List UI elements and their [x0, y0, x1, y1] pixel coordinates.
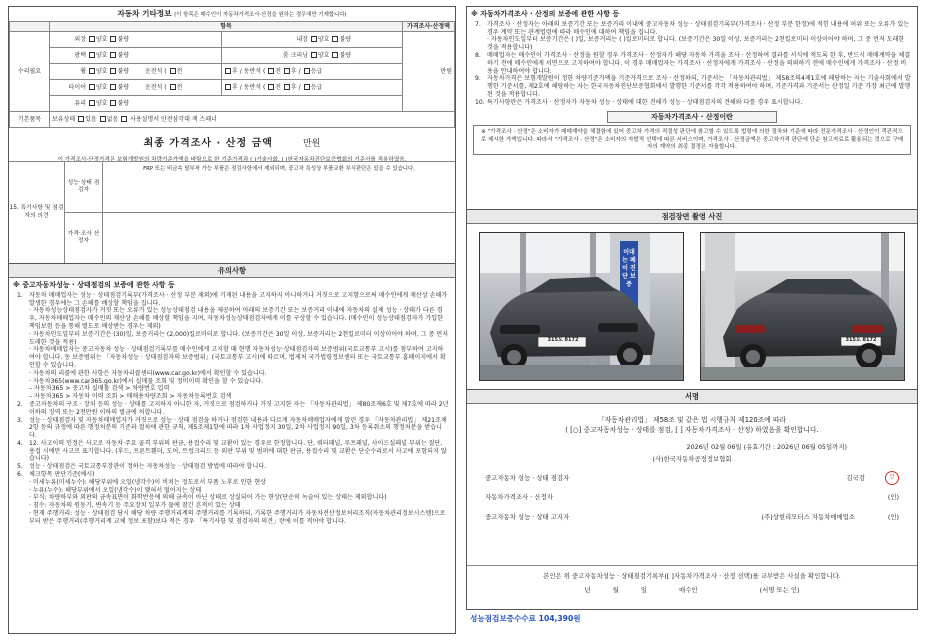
notice-text: 성능 · 상태점검은 국토교통부장관이 정하는 자동차성능 · 상태점검 방법에 따라야 합니다.: [29, 463, 267, 471]
row-exterior: 외장 양호 불량: [50, 32, 222, 48]
notice-item: [9, 417, 455, 440]
signature-date: 2026년 02월 06일 (유효기간 : 2026년 06월 05일까지): [686, 442, 847, 451]
signature-association: (사)한국자동차공정정보협회: [652, 454, 732, 463]
checkbox[interactable]: [78, 116, 84, 122]
checkbox[interactable]: [304, 84, 310, 90]
checkbox[interactable]: [110, 36, 116, 42]
notice-item: [467, 75, 917, 98]
notice-text: · 자동차365(www.car365.go.kr)에서 실매물 조회 및 정비이력 확인을 할 수 있습니다.: [29, 377, 263, 385]
notice-item: [467, 99, 917, 107]
inspection-photo-front: [479, 232, 684, 381]
guarantee-list: [467, 21, 917, 107]
checkbox[interactable]: [89, 100, 95, 106]
notice-number: [17, 494, 29, 502]
receipt-block: [467, 565, 917, 609]
notice-item: [9, 502, 455, 510]
notice-item: [9, 401, 455, 417]
notice-text: · 현재 주행거리: 성능 · 상태점검 당시 해당 차량 주행거리계의 주행거리를 기록하되, 기록한 주행거리가 자동차전산정보처리조직(자동차관리정보시스템)으로부터 받은 주행거리(주행거리계 교체 정보 포함)보다 적은 경우 「특기사항 및 점검자의 의견」란에 이를 적어야 합니다.: [29, 510, 446, 525]
checkbox[interactable]: [284, 68, 290, 74]
car-photo-rear-image: [701, 233, 905, 381]
inspection-photo-rear: [700, 232, 905, 381]
row-glass: 유리 양호 불량: [50, 96, 403, 112]
appraiser-label: 가격·조사 산정자: [67, 230, 100, 244]
checkbox[interactable]: [89, 68, 95, 74]
checkbox[interactable]: [170, 68, 176, 74]
basic-items-row: 보유상태 있음 없음 사용설명서 안전삼각대 잭 스패너: [50, 112, 455, 128]
checkbox[interactable]: [332, 36, 338, 42]
receipt-text: 본인은 위 중고자동차성능 · 상태점검기록부([ ]자동차가격조사 · 산정 선택)를 교부받은 사실을 확인합니다.: [543, 572, 841, 580]
notice-number: 9.: [475, 75, 481, 83]
appraisal-guarantee-section: [466, 6, 918, 210]
notice-text: 특기사항란은 가격조사 · 산정자가 자동차 성능 · 상태에 대한 견해가 성능 · 상태점검자의 견해와 다를 경우 표시합니다.: [487, 98, 803, 106]
notice-list: [9, 292, 455, 526]
other-info-title: 자동차 기타정보 (이 항목은 매수인이 자동차가격조사·산정을 원하는 경우에만 기재합니다): [117, 9, 347, 18]
special-notes-label: 15. 특기사항 및 점검자의 의견: [9, 162, 65, 263]
signature-title: 서명: [467, 390, 917, 404]
row-wheel: 휠 양호 불량 운전석 ( 전: [50, 64, 222, 80]
notice-number: [17, 393, 29, 401]
notice-text: · 자동차매매업자는 중고자동차 성능 · 상태점검기록부를 매수인에게 고지할 때 현행 자동차성능·상태점검자의 보증범위(국토교통부 고시)를 첨부하여 고지하여야 합니다. 동 보증범위는 「자동차성능 · 상태점검자의 보증범위」(국토교통부 고시)에 따르며, 법제처 국가법령정보센터 또는 국토교통부 홈페이지에서 확인할 수 있습니다.: [29, 346, 446, 369]
price-column-header: 가격조사·산정액: [403, 21, 455, 32]
notice-number: 6.: [17, 471, 23, 479]
row-tire: 타이어 양호 불량 운전석 ( 전: [50, 80, 222, 96]
notice-item: [467, 52, 917, 75]
license-plate-front: 315도 8172: [547, 337, 579, 343]
notice-item: [9, 440, 455, 463]
notice-text: – 자동차365 > 자동차 이력 조회 > 매매용차량조회 > 자동차등록번호 검색: [29, 393, 232, 401]
sign-row-appraiser: 자동차가격조사 · 산정자 (인): [485, 492, 899, 501]
checkbox[interactable]: [89, 36, 95, 42]
guarantee-title: ※ 자동차가격조사 · 산정의 보증에 관한 사항 등: [471, 10, 620, 18]
notice-number: 3.: [17, 416, 23, 424]
notice-item: [9, 463, 455, 471]
signature-section: [466, 390, 918, 610]
checkbox[interactable]: [332, 52, 338, 58]
item-column-header: 항목: [50, 21, 403, 32]
signature-law: 「자동차관리법」 제58조 및 같은 법 시행규칙 제120조에 따라: [597, 416, 787, 424]
row-interior: 내장 양호 불량: [222, 32, 403, 48]
sign-row-inspector: 중고자동차 성능 · 상태 점검자 김국검 인: [467, 463, 917, 489]
notice-text: 매매업자는 매수인이 가격조사 · 산정을 원할 경우 가격조사 · 산정자가 해당 자동차 가격을 조사 · 산정하여 결과를 서식에 적도록 한 후, 반드시 매매계약을 체결하기 전에 매수인에게 서면으로 고지하여야 합니다. 이 경우 매매업자는 가격조사 · 산정자에게 가격조사 · 산정을 의뢰하기 전에 매수인에게 가격조사 · 산정 비용을 안내하여야 합니다.: [487, 51, 911, 75]
notice-number: [17, 307, 29, 330]
inspector-label: 성능·상태 점검자: [65, 162, 102, 213]
row-tire-detail: 후 / 동반석 ( 전 후 / 응급: [222, 80, 403, 96]
vehicle-other-info-section: [8, 6, 456, 264]
repair-price-cell: 만원: [403, 32, 455, 112]
checkbox[interactable]: [268, 84, 274, 90]
inspector-opinion: FRP 또는 비금속 탈부착 가능 부품은 점검사항에서 제외되며, 중고차 특성상 부품교환 부식판단은 있을 수 있습니다.: [103, 162, 455, 213]
checkbox[interactable]: [284, 84, 290, 90]
notice-item: [9, 331, 455, 347]
notice-item: [9, 307, 455, 330]
appraisal-meaning-text: ※ "가격조사 · 산정"은 소비자가 매매계약을 체결함에 있어 중고차 가격의 적절성 판단에 참고할 수 있도록 법령에 의한 절차와 기준에 따라 전문가격조사 · 산정인이 객관적으로 제시한 가액입니다. 따라서 "가격조사 · 산정"은 소비자의 자발적 선택에 따른 서비스이며, 가격조사 · 산정금액은 중고차가격 판단에 단순 참고자료로 활용되는 것으로 구매자의 계약의 최종 결정은 자율합니다.: [473, 125, 911, 155]
notice-item: [9, 471, 455, 479]
row-room-cleaning: 룸 크리닝 양호 불량: [222, 48, 403, 64]
license-plate-rear: 315도 8172: [845, 337, 877, 343]
notice-number: 2.: [17, 400, 23, 408]
caution-section: [8, 264, 456, 634]
notice-text: 자동차가격은 보험개발원이 정한 차량기준가액을 기준가격으로 조사 · 산정하되, 기준서는 「자동차관리법」 제58조의4제1호에 해당하는 자는 기술사회에서 발행한 기준서를, 제2호에 해당하는 자는 한국자동차진단보증협회에서 발행한 기준서를 각각 적용하여야 하며, 기준가격과 기준서는 산정일 기준 가장 최근에 발행된 것을 적용합니다.: [487, 75, 911, 98]
checkbox[interactable]: [304, 68, 310, 74]
checkbox[interactable]: [100, 116, 106, 122]
notice-number: 7.: [475, 20, 481, 28]
notice-number: [17, 502, 29, 510]
checkbox[interactable]: [225, 68, 231, 74]
photo-title: 점검장면 촬영 사진: [467, 210, 917, 224]
row-wheel-detail: 후 / 동반석 ( 전 후 / 응급: [222, 64, 403, 80]
notice-text: 중고자동차의 구조 · 장치 등의 성능 · 상태를 고지하지 아니한 자, 거짓으로 점검하거나 거짓 고지한 자는 「자동차관리법」 제80조제6호 및 제7호에 따라 2년 이하의 징역 또는 2천만원 이하의 벌금에 처합니다.: [29, 400, 449, 416]
checkbox[interactable]: [121, 116, 127, 122]
notice-item: [9, 370, 455, 378]
checkbox[interactable]: [89, 52, 95, 58]
notice-item: [9, 346, 455, 369]
notice-number: [17, 479, 29, 487]
checkbox[interactable]: [110, 100, 116, 106]
notice-text: 자동차 매매업자는 성능 · 상태점검기록부(가격조사 · 산정 부분 제외)에 기재된 내용을 고지하지 아니하거나 거짓으로 고지함으로써 매수인에게 재산상 손해가 발생한 경우에는 그 손해를 배상할 책임을 집니다.: [29, 291, 448, 307]
checkbox[interactable]: [110, 52, 116, 58]
notice-text: · 미세누유(미세누수): 해당부위에 오일(냉각수)이 비치는 정도로서 부품 노후로 인한 현상: [29, 478, 266, 486]
notice-item: [9, 292, 455, 308]
checkbox[interactable]: [311, 36, 317, 42]
notice-text: 가격조사 · 산정자는 아래의 보증기간 또는 보증거리 이내에 중고자동차 성능 · 상태점검기록부(가격조사 · 산정 부분 한정)에 적힌 내용에 허위 또는 오류가 있는 경우 계약 또는 관계법령에 따라 매수인에 대하여 책임을 집니다.: [487, 20, 910, 36]
signature-check: ( [○] 중고자동차성능 · 상태를 점검, [ ] 자동차가격조사 · 산정) 하였음을 확인합니다.: [565, 426, 819, 435]
checkbox[interactable]: [89, 84, 95, 90]
checkbox[interactable]: [268, 68, 274, 74]
caution-title: 유의사항: [9, 264, 455, 278]
photo-section: [466, 210, 918, 390]
notice-text: · 자동차성능상태점검자가 거짓 또는 오류가 있는 성능상태점검 내용을 제공하여 아래의 보증기간 또는 보증거리 이내에 자동차의 실제 성능 · 상태가 다른 경우, 자동차매매업자는 매수인의 재산상 손해를 배상할 책임을 지며, 자동차성능상태점검자에게 이를 구상할 수 있습니다. (매수인이 성능상태점검자가 가입한 책임보험 등을 통해 별도로 배상받는 경우는 제외): [29, 307, 443, 330]
final-price-row: 최종 가격조사 · 산정 금액 만원: [143, 138, 321, 150]
notice-number: 10.: [475, 98, 485, 106]
notice-number: [475, 36, 487, 52]
notice-text: · 자동차인도일부터 보증기간은 (30)일, 보증거리는 (2,000)킬로미터로 합니다. (보증기간은 30일 이상, 보증거리는 2천킬로미터 이상이어야 하며, 그 중 먼저 도래한 것을 적용): [29, 330, 449, 346]
notice-number: 4.: [17, 439, 23, 447]
notice-number: [17, 331, 29, 347]
repair-needed-label: 수리필요: [10, 32, 50, 112]
seal-stamp: 인: [885, 471, 899, 485]
final-price-note: 이 가격조사·산정가격은 보험개발원의 차량기준가액을 바탕으로 한 기준가격과 ( )기술사회, ( )한국자동차진단보증협회의 기준서를 적용하였음.: [57, 156, 407, 163]
notice-item: [9, 479, 455, 487]
notice-number: [17, 487, 29, 495]
notice-number: [17, 510, 29, 526]
notice-text: · 자동차의 리콜에 관한 사항은 자동차리콜센터(www.car.go.kr)에서 확인할 수 있습니다.: [29, 369, 267, 377]
notice-item: [467, 36, 917, 52]
notice-item: [9, 385, 455, 393]
notice-item: [467, 21, 917, 37]
inspection-record-page: [8, 6, 918, 634]
receipt-date-row: 년 월 일 매수인 (서명 또는 인): [584, 586, 800, 594]
notice-text: · 누유(누수): 해당부위에서 오일(냉각수)이 맺혀서 떨어지는 상태: [29, 486, 202, 494]
checkbox[interactable]: [170, 84, 176, 90]
row-polish: 광택 양호 불량: [50, 48, 222, 64]
notice-number: [17, 378, 29, 386]
notice-text: · 자동차인도일부터 보증기간은 ( )일, 보증거리는 ( )킬로미터로 합니다. (보증기간은 30일 이상, 보증거리는 2천킬로미터 이상이어야 하며, 그 중 먼저 도래한 것을 적용합니다): [487, 36, 905, 52]
notice-number: [17, 385, 29, 393]
notice-title: ※ 중고자동차성능 · 상태점검의 보증에 관한 사항 등: [13, 281, 175, 289]
notice-text: 체크항목 판단기준(예시): [29, 471, 95, 479]
appraisal-meaning-title: 자동차가격조사 · 산정이란: [607, 111, 777, 124]
banner-text: 이대는 페이 진 단 보 증: [622, 249, 636, 288]
notice-text: 성능 · 상태점검자 및 자동차매매업자가 거짓으로 성능 · 상태 점검을 하거나 점검한 내용과 다르게 자동차매매업자에게 알린 경우 「자동차관리법」 제21조제2항 등의 규정에 따른 행정처분의 기준과 절차에 관한 규칙, 제5조제1항에 따라 1차 사업정지 30일, 2차 사업정지 90일, 3차 등록취소의 행정처분을 받습니다.: [29, 416, 447, 440]
notice-item: [9, 510, 455, 526]
checkbox[interactable]: [225, 84, 231, 90]
car-photo-front-image: [480, 233, 684, 381]
checkbox[interactable]: [110, 84, 116, 90]
notice-number: [17, 370, 29, 378]
notice-text: · 침수: 자동차의 원동기, 변속기 등 주요장치 일부가 물에 잠긴 흔적이 있는 상태: [29, 502, 241, 510]
notice-text: · 부식: 차량하부와 외판의 금속표면이 화학반응에 의해 금속이 아닌 상태로 상실되어 가는 현상(단순히 녹슬어 있는 상태는 제외합니다): [29, 494, 387, 502]
repair-table: [9, 21, 455, 129]
checkbox[interactable]: [110, 68, 116, 74]
notice-number: [17, 346, 29, 369]
fee-label: 성능점검보증수수료 104,390원: [470, 614, 581, 623]
notice-item: [9, 393, 455, 401]
notice-number: 1.: [17, 291, 23, 299]
notice-text: – 자동차365 > 중고차 실매물 검색 > 차량번호 입력: [29, 385, 170, 393]
notice-number: 5.: [17, 463, 23, 471]
notice-number: 8.: [475, 51, 481, 59]
sign-row-notifier: 중고자동차 성능 · 상태 고지자 (주)상현리모터스 자동차매매업소 (인): [485, 512, 899, 521]
basic-items-label: 기본품목: [10, 112, 50, 128]
notice-text: 12. 사고이력 인정은 사고로 자동차 주요 골격 부위의 판금, 용접수리 및 교환이 있는 경우로 한정합니다. 단, 쿼터패널, 루프패널, 사이드실패널 부위는 절단, 용접 시에만 사고로 표기합니다. (후드, 프론트휀더, 도어, 트렁크리드 등 외판 부위 및 범퍼에 대한 판금, 용접수리 및 교환은 단순수리로서 사고에 포함되지 않습니다): [29, 439, 447, 463]
special-notes-block: [9, 161, 455, 263]
checkbox[interactable]: [311, 52, 317, 58]
